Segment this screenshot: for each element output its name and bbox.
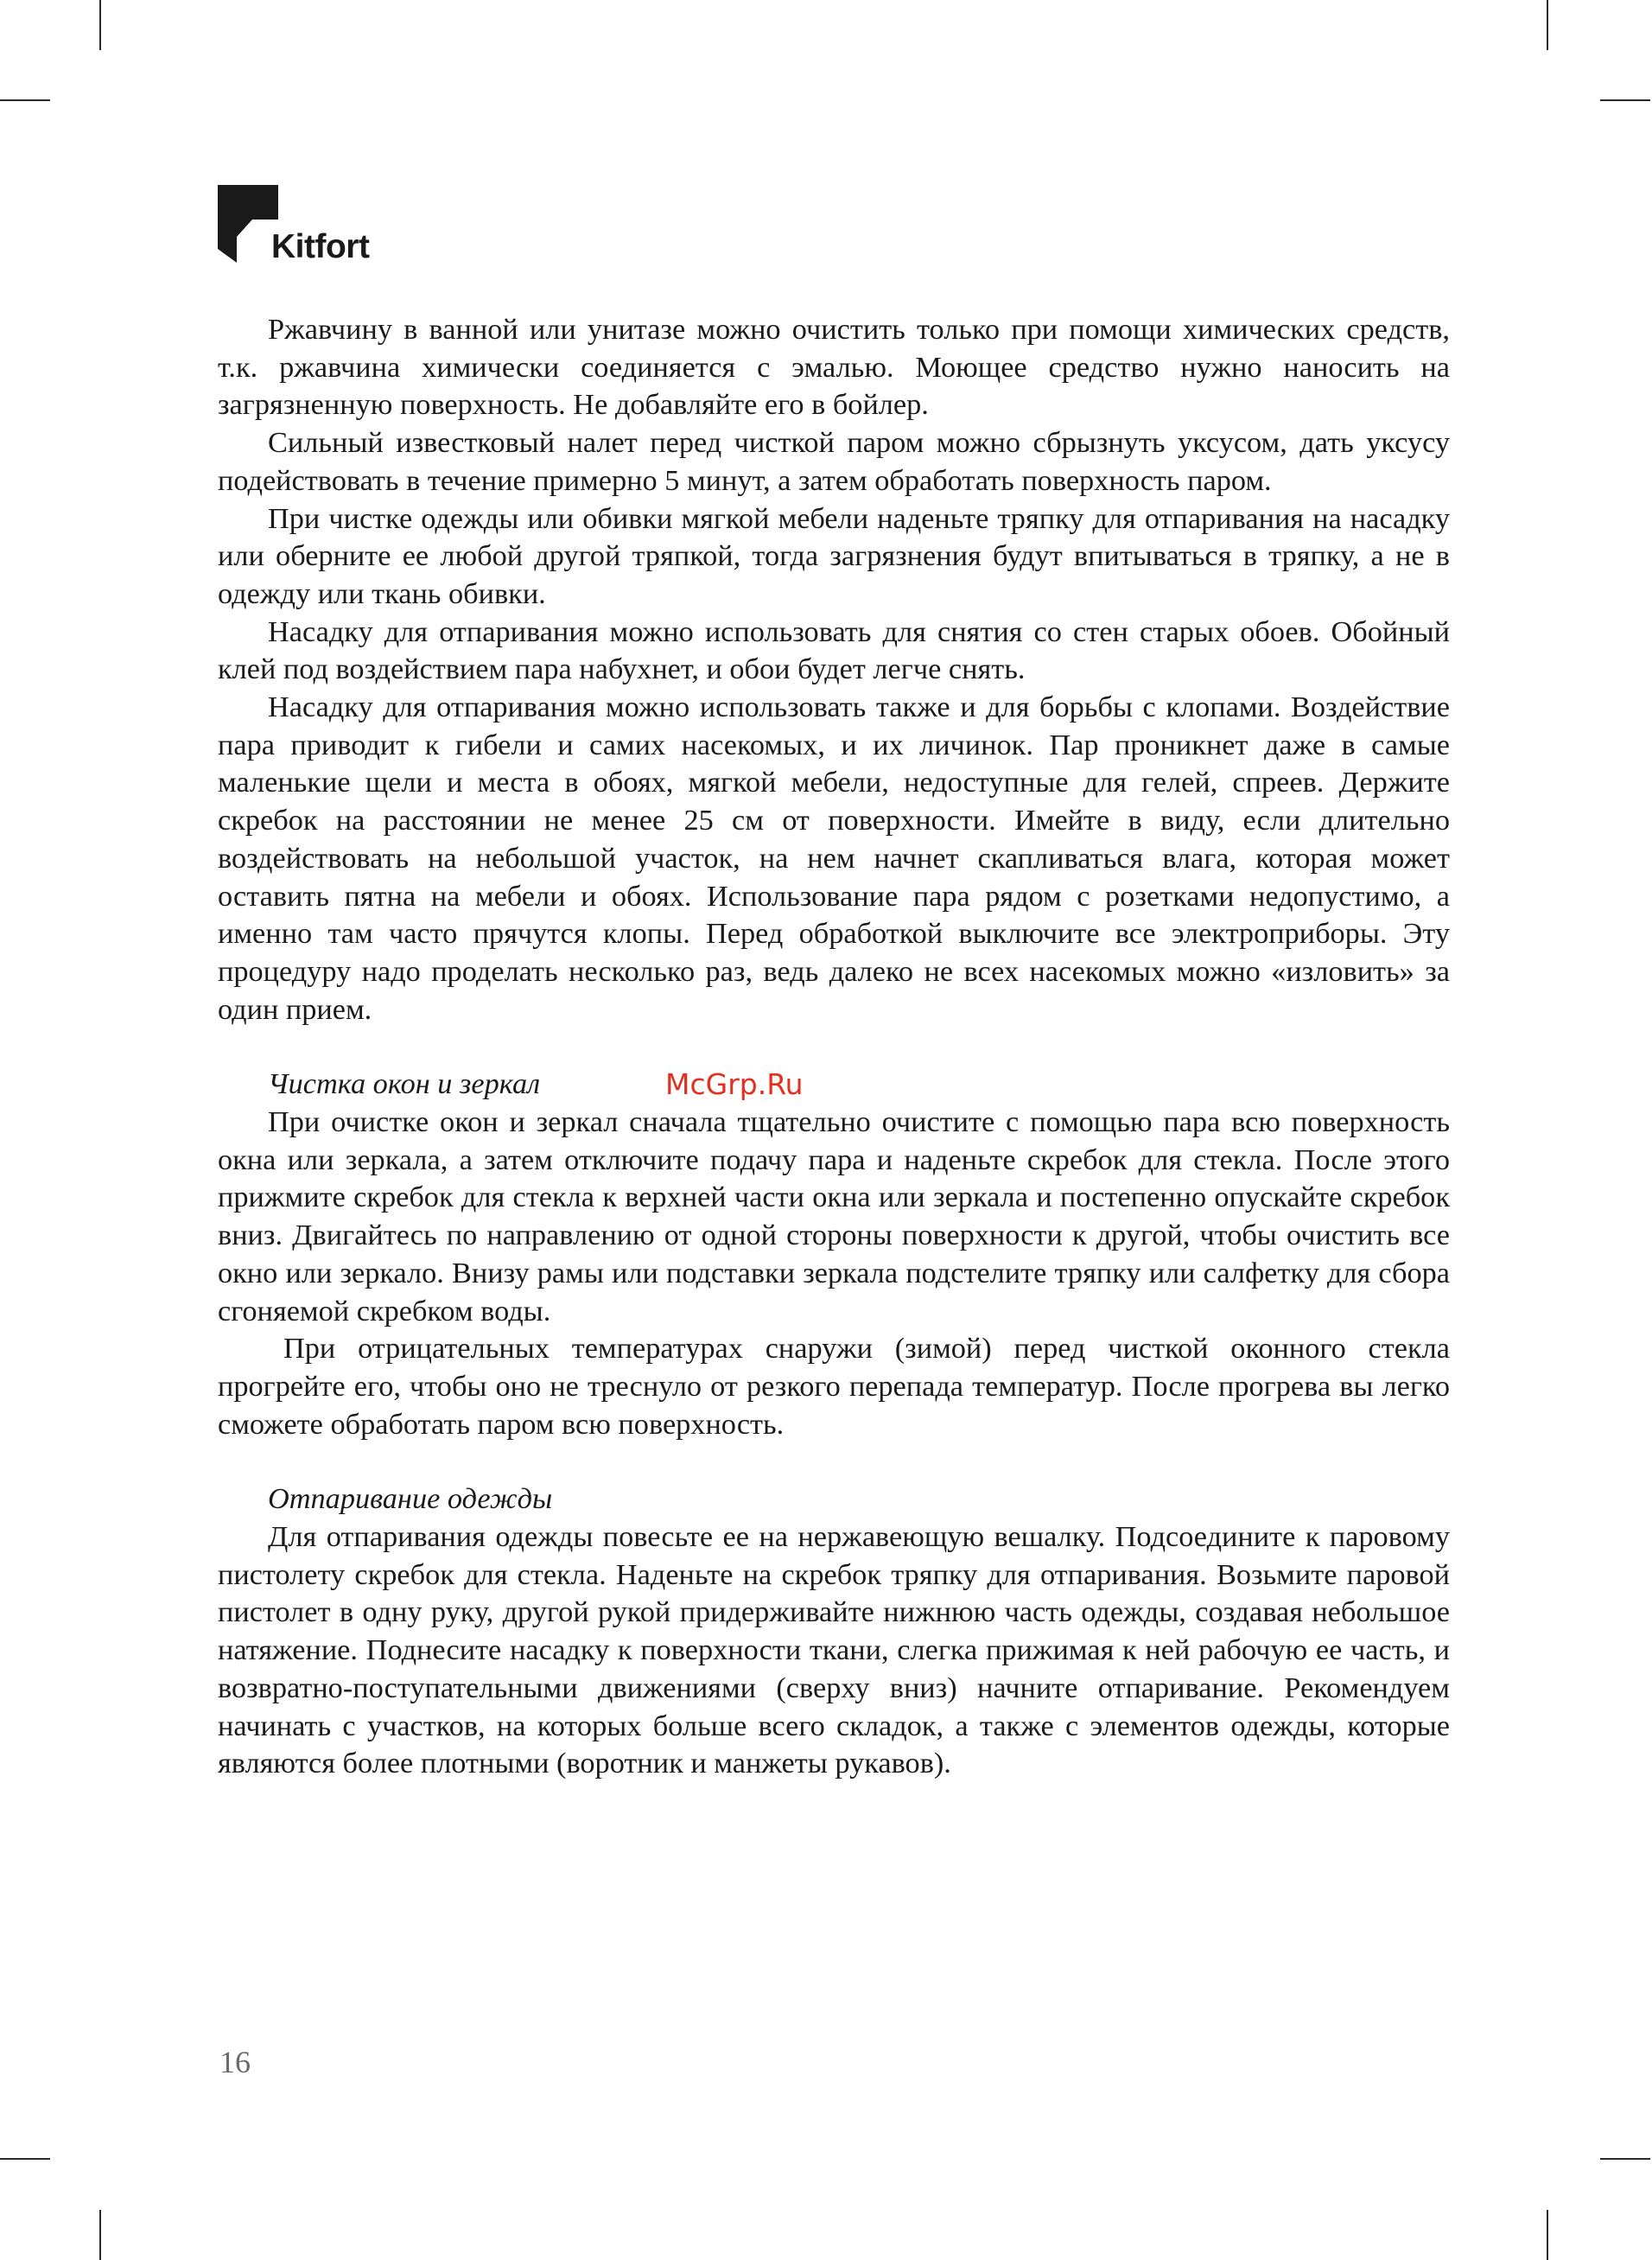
page-number: 16 bbox=[219, 2045, 251, 2079]
section-gap bbox=[218, 1028, 1450, 1066]
logo-text: Kitfort bbox=[271, 228, 370, 265]
document-body bbox=[218, 311, 1450, 1783]
crop-mark-left-top bbox=[0, 99, 50, 101]
paragraph: Сильный известковый налет перед чисткой паром можно сбрызнуть уксусом, дать уксусу подействовать в течение примерно 5 минут, а затем обработать поверхность паром. bbox=[218, 426, 1450, 497]
crop-mark-top-left bbox=[99, 0, 101, 50]
paragraph: Насадку для отпаривания можно использовать также и для борьбы с клопами. Воздействие пара приводит к гибели и самих насекомых, и их личинок. Пар проникнет даже в самые маленькие щели и места в обоях, мягкой мебели, недоступные для гелей, спреев. Держите скребок на расстоянии не менее 25 см от поверхности. Имейте в виду, если длительно воздействовать на небольшой участок, на нем начнет скапливаться влага, которая может оставить пятна на мебели и обоях. Использование пара рядом с розетками недопустимо, а именно там часто прячутся клопы. Перед обработкой выключите все электроприборы. Эту процедуру надо проделать несколько раз, ведь далеко не всех насекомых можно «изловить» за один прием. bbox=[218, 691, 1450, 1026]
section-heading-row bbox=[218, 1066, 1450, 1104]
section-gap bbox=[218, 1443, 1450, 1480]
crop-mark-top-right bbox=[1547, 0, 1548, 50]
paragraph: Ржавчину в ванной или унитазе можно очистить только при помощи химических средств, т.к. ржавчина химически соединяется с эмалью. Моющее средство нужно наносить на загрязненную поверхность. Не добавляйте его в бойлер. bbox=[218, 313, 1450, 422]
paragraph: Насадку для отпаривания можно использовать для снятия со стен старых обоев. Обойный клей под воздействием пара набухнет, и обои будет легче снять. bbox=[218, 614, 1450, 686]
section-title-clothes: Отпаривание одежды bbox=[268, 1482, 553, 1516]
paragraph: При отрицательных температурах снаружи (зимой) перед чисткой оконного стекла прогрейте его, чтобы оно не треснуло от резкого перепада температур. После прогрева вы легко сможете обработать паром всю поверхность. bbox=[218, 1332, 1450, 1441]
paragraph: При чистке одежды или обивки мягкой мебели наденьте тряпку для отпаривания на насадку или оберните ее любой другой тряпкой, тогда загрязнения будут впитываться в тряпку, а не в одежду или ткань обивки. bbox=[218, 501, 1450, 610]
crop-mark-left-bottom bbox=[0, 2158, 50, 2160]
crop-mark-right-top bbox=[1600, 99, 1650, 101]
crop-mark-bottom-left bbox=[99, 2210, 101, 2260]
brand-logo bbox=[218, 185, 391, 271]
crop-mark-right-bottom bbox=[1600, 2158, 1650, 2160]
paragraph: При очистке окон и зеркал сначала тщательно очистите с помощью пара всю поверхность окна или зеркала, а затем отключите подачу пара и наденьте скребок для стекла. После этого прижмите скребок для стекла к верхней части окна или зеркала и постепенно опускайте скребок вниз. Двигайтесь по направлению от одной стороны поверхности к другой, чтобы очистить все окно или зеркало. Внизу рамы или подставки зеркала подстелите тряпку или салфетку для сбора сгоняемой скребком воды. bbox=[218, 1105, 1450, 1327]
watermark-link[interactable]: McGrp.Ru bbox=[665, 1067, 804, 1102]
section-title-windows: Чистка окон и зеркал bbox=[268, 1067, 541, 1101]
crop-mark-bottom-right bbox=[1547, 2210, 1548, 2260]
section-heading-row bbox=[218, 1480, 1450, 1518]
paragraph: Для отпаривания одежды повесьте ее на нержавеющую вешалку. Подсоедините к паровому пистолету скребок для стекла. Наденьте на скребок тряпку для отпаривания. Возьмите паровой пистолет в одну руку, другой рукой придерживайте нижнюю часть одежды, создавая небольшое натяжение. Поднесите насадку к поверхности ткани, слегка прижимая к ней рабочую ее часть, и возвратно-поступательными движениями (сверху вниз) начните отпаривание. Рекомендуем начинать с участков, на которых больше всего складок, а также с элементов одежды, которые являются более плотными (воротник и манжеты рукавов). bbox=[218, 1520, 1450, 1780]
